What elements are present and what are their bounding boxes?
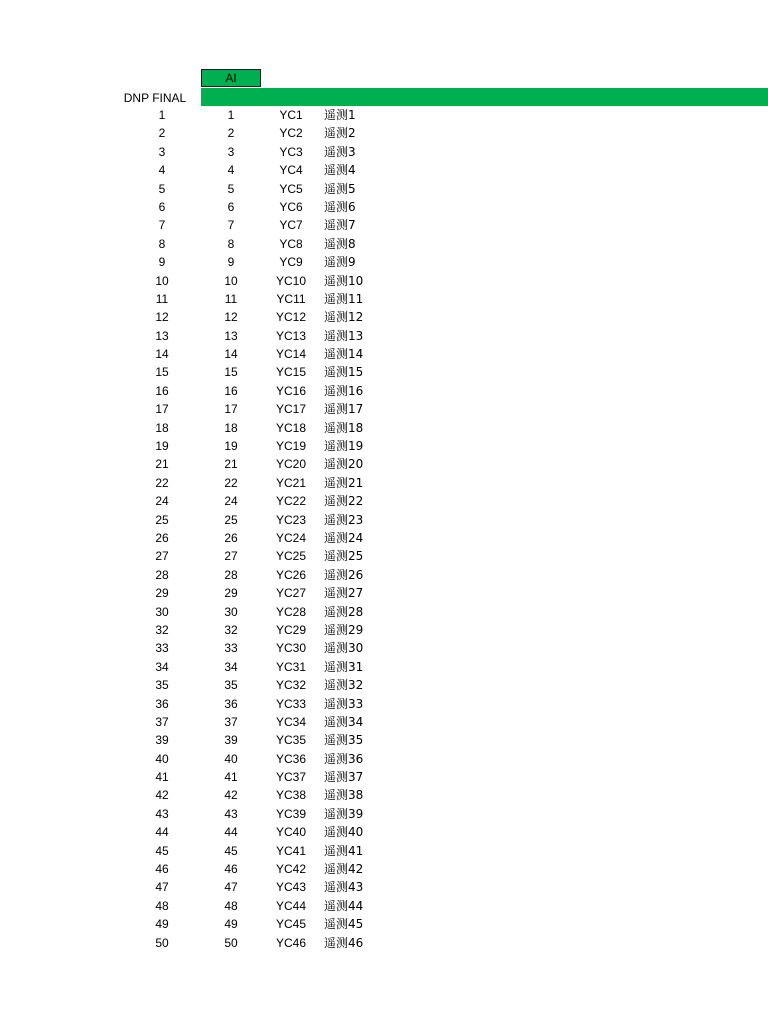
ai-cell[interactable]: 46 [224, 862, 238, 877]
dnp-cell[interactable]: 1 [158, 108, 166, 122]
table-row [0, 547, 768, 565]
name-cell[interactable]: 遥测12 [324, 310, 364, 325]
ai-cell[interactable]: 21 [224, 457, 238, 472]
yc-cell[interactable]: YC42 [275, 862, 307, 877]
table-row [0, 713, 768, 731]
data-rows [0, 106, 768, 952]
ai-cell[interactable]: 41 [224, 770, 238, 785]
yc-cell[interactable]: YC3 [279, 144, 303, 159]
table-row [0, 327, 768, 345]
ai-cell[interactable]: 16 [224, 383, 238, 398]
table-row [0, 253, 768, 271]
dnp-cell[interactable]: 25 [155, 512, 169, 527]
dnp-cell[interactable]: 15 [155, 365, 169, 380]
yc-cell[interactable]: YC46 [275, 935, 307, 950]
ai-cell[interactable]: 34 [224, 659, 238, 674]
name-cell[interactable]: 遥测30 [324, 641, 364, 656]
ai-cell[interactable]: 19 [224, 439, 238, 454]
table-row [0, 823, 768, 841]
yc-cell[interactable]: YC35 [275, 733, 307, 748]
ai-cell[interactable]: 18 [224, 420, 238, 435]
table-row [0, 695, 768, 713]
ai-cell[interactable]: 42 [224, 788, 238, 803]
yc-cell[interactable]: YC22 [275, 494, 307, 509]
table-row [0, 676, 768, 694]
name-cell[interactable]: 遥测31 [324, 659, 364, 674]
yc-cell[interactable]: YC38 [275, 788, 307, 803]
table-row [0, 345, 768, 363]
ai-cell[interactable]: 2 [227, 126, 235, 141]
yc-cell[interactable]: YC41 [275, 843, 307, 858]
ai-cell[interactable]: 43 [224, 806, 238, 821]
dnp-cell[interactable]: 6 [158, 199, 166, 214]
dnp-cell[interactable]: 3 [158, 144, 166, 159]
table-row [0, 786, 768, 804]
table-row [0, 768, 768, 786]
name-cell[interactable]: 遥测16 [324, 383, 364, 398]
ai-cell[interactable]: 47 [224, 880, 238, 895]
table-row [0, 308, 768, 326]
table-row [0, 897, 768, 915]
table-row [0, 584, 768, 602]
table-row [0, 915, 768, 933]
yc-cell[interactable]: YC15 [275, 365, 307, 380]
ai-cell[interactable]: 7 [227, 218, 235, 233]
name-cell[interactable]: 遥测22 [324, 494, 364, 509]
table-row [0, 106, 768, 124]
name-cell[interactable]: 遥测39 [324, 806, 364, 821]
dnp-cell[interactable]: 36 [155, 696, 169, 711]
name-cell[interactable]: 遥测44 [324, 898, 364, 913]
ai-cell[interactable]: 28 [224, 567, 238, 582]
table-row [0, 382, 768, 400]
yc-cell[interactable]: YC40 [275, 825, 307, 840]
yc-cell[interactable]: YC30 [275, 641, 307, 656]
table-row [0, 566, 768, 584]
name-cell[interactable]: 遥测20 [324, 457, 364, 472]
dnp-cell[interactable]: 5 [158, 181, 166, 196]
dnp-cell[interactable]: 4 [158, 163, 166, 178]
yc-cell[interactable]: YC24 [275, 530, 307, 545]
ai-cell[interactable]: 29 [224, 586, 238, 601]
name-cell[interactable]: 遥测43 [324, 880, 364, 895]
dnp-cell[interactable]: 16 [155, 383, 169, 398]
yc-cell[interactable]: YC32 [275, 678, 307, 693]
yc-cell[interactable]: YC44 [275, 898, 307, 913]
yc-cell[interactable]: YC8 [279, 236, 303, 251]
name-cell[interactable]: 遥测7 [324, 218, 356, 233]
dnp-cell[interactable]: 48 [155, 898, 169, 913]
name-cell[interactable]: 遥测34 [324, 714, 364, 729]
yc-cell[interactable]: YC26 [275, 567, 307, 582]
dnp-cell[interactable]: 45 [155, 843, 169, 858]
ai-cell[interactable]: 24 [224, 494, 238, 509]
dnp-cell[interactable]: 29 [155, 586, 169, 601]
name-cell[interactable]: 遥测14 [324, 347, 364, 362]
table-row [0, 161, 768, 179]
name-cell[interactable]: 遥测29 [324, 622, 364, 637]
yc-cell[interactable]: YC13 [275, 328, 307, 343]
dnp-cell[interactable]: 22 [155, 475, 169, 490]
table-row [0, 198, 768, 216]
ai-cell[interactable]: 1 [227, 108, 235, 122]
name-cell[interactable]: 遥测11 [324, 291, 364, 306]
ai-cell[interactable]: 22 [224, 475, 238, 490]
table-row [0, 124, 768, 142]
dnp-cell[interactable]: 24 [155, 494, 169, 509]
table-row [0, 216, 768, 234]
ai-cell[interactable]: 14 [224, 347, 238, 362]
yc-cell[interactable]: YC28 [275, 604, 307, 619]
yc-cell[interactable]: YC36 [275, 751, 307, 766]
yc-cell[interactable]: YC29 [275, 622, 307, 637]
dnp-cell[interactable]: 12 [155, 310, 169, 325]
name-cell[interactable]: 遥测33 [324, 696, 364, 711]
name-cell[interactable]: 遥测3 [324, 144, 356, 159]
table-row [0, 529, 768, 547]
yc-cell[interactable]: YC45 [275, 917, 307, 932]
name-cell[interactable]: 遥测1 [324, 108, 356, 122]
yc-cell[interactable]: YC25 [275, 549, 307, 564]
ai-cell[interactable]: 10 [224, 273, 238, 288]
name-cell[interactable]: 遥测18 [324, 420, 364, 435]
table-row [0, 934, 768, 952]
table-row [0, 731, 768, 749]
yc-cell[interactable]: YC34 [275, 714, 307, 729]
dnp-cell[interactable]: 17 [155, 402, 169, 417]
yc-cell[interactable]: YC12 [275, 310, 307, 325]
dnp-cell[interactable]: 40 [155, 751, 169, 766]
ai-cell[interactable]: 26 [224, 530, 238, 545]
table-row [0, 511, 768, 529]
dnp-cell[interactable]: 50 [155, 935, 169, 950]
table-row [0, 290, 768, 308]
name-cell[interactable]: 遥测9 [324, 255, 356, 270]
ai-cell[interactable]: 36 [224, 696, 238, 711]
yc-cell[interactable]: YC43 [275, 880, 307, 895]
table-row [0, 400, 768, 418]
ai-cell[interactable]: 6 [227, 199, 235, 214]
ai-cell[interactable]: 48 [224, 898, 238, 913]
name-cell[interactable]: 遥测8 [324, 236, 356, 251]
ai-cell[interactable]: 5 [227, 181, 235, 196]
header-band [201, 88, 768, 106]
yc-cell[interactable]: YC19 [275, 439, 307, 454]
yc-cell[interactable]: YC6 [279, 199, 303, 214]
ai-column-header[interactable]: AI [201, 69, 261, 87]
dnp-cell[interactable]: 34 [155, 659, 169, 674]
yc-cell[interactable]: YC10 [275, 273, 307, 288]
dnp-cell[interactable]: 28 [155, 567, 169, 582]
table-row [0, 180, 768, 198]
ai-cell[interactable]: 3 [227, 144, 235, 159]
dnp-cell[interactable]: 9 [158, 255, 166, 270]
ai-cell[interactable]: 27 [224, 549, 238, 564]
name-cell[interactable]: 遥测13 [324, 328, 364, 343]
yc-cell[interactable]: YC9 [279, 255, 303, 270]
name-cell[interactable]: 遥测5 [324, 181, 356, 196]
dnp-cell[interactable]: 35 [155, 678, 169, 693]
dnp-cell[interactable]: 21 [155, 457, 169, 472]
ai-cell[interactable]: 33 [224, 641, 238, 656]
table-row [0, 492, 768, 510]
yc-cell[interactable]: YC27 [275, 586, 307, 601]
dnp-cell[interactable]: 30 [155, 604, 169, 619]
dnp-cell[interactable]: 43 [155, 806, 169, 821]
yc-cell[interactable]: YC33 [275, 696, 307, 711]
table-row [0, 639, 768, 657]
name-cell[interactable]: 遥测42 [324, 862, 364, 877]
yc-cell[interactable]: YC17 [275, 402, 307, 417]
dnp-cell[interactable]: 41 [155, 770, 169, 785]
ai-cell[interactable]: 17 [224, 402, 238, 417]
dnp-cell[interactable]: 44 [155, 825, 169, 840]
name-cell[interactable]: 遥测38 [324, 788, 364, 803]
dnp-cell[interactable]: 37 [155, 714, 169, 729]
name-cell[interactable]: 遥测32 [324, 678, 364, 693]
name-cell[interactable]: 遥测37 [324, 770, 364, 785]
dnp-cell[interactable]: 13 [155, 328, 169, 343]
yc-cell[interactable]: YC4 [279, 163, 303, 178]
name-cell[interactable]: 遥测24 [324, 530, 364, 545]
table-row [0, 474, 768, 492]
yc-cell[interactable]: YC37 [275, 770, 307, 785]
ai-cell[interactable]: 8 [227, 236, 235, 251]
dnp-cell[interactable]: 18 [155, 420, 169, 435]
yc-cell[interactable]: YC14 [275, 347, 307, 362]
dnp-cell[interactable]: 14 [155, 347, 169, 362]
yc-cell[interactable]: YC18 [275, 420, 307, 435]
ai-cell[interactable]: 50 [224, 935, 238, 950]
name-cell[interactable]: 遥测26 [324, 567, 364, 582]
table-row [0, 842, 768, 860]
table-row [0, 455, 768, 473]
ai-cell[interactable]: 9 [227, 255, 235, 270]
table-row [0, 878, 768, 896]
ai-cell[interactable]: 11 [224, 291, 238, 306]
dnp-cell[interactable]: 49 [155, 917, 169, 932]
name-cell[interactable]: 遥测41 [324, 843, 364, 858]
name-cell[interactable]: 遥测10 [324, 273, 364, 288]
name-cell[interactable]: 遥测4 [324, 163, 356, 178]
yc-cell[interactable]: YC2 [279, 126, 303, 141]
ai-cell[interactable]: 45 [224, 843, 238, 858]
name-cell[interactable]: 遥测6 [324, 199, 356, 214]
dnp-cell[interactable]: 46 [155, 862, 169, 877]
table-row [0, 603, 768, 621]
table-row [0, 419, 768, 437]
dnp-cell[interactable]: 8 [158, 236, 166, 251]
yc-cell[interactable]: YC39 [275, 806, 307, 821]
table-row [0, 750, 768, 768]
ai-cell[interactable]: 32 [224, 622, 238, 637]
yc-cell[interactable]: YC23 [275, 512, 307, 527]
dnp-cell[interactable]: 2 [158, 126, 166, 141]
table-row [0, 805, 768, 823]
ai-cell[interactable]: 49 [224, 917, 238, 932]
yc-cell[interactable]: YC20 [275, 457, 307, 472]
dnp-cell[interactable]: 19 [155, 439, 169, 454]
name-cell[interactable]: 遥测15 [324, 365, 364, 380]
ai-cell[interactable]: 40 [224, 751, 238, 766]
dnp-final-label: DNP FINAL [123, 91, 187, 105]
ai-cell[interactable]: 44 [224, 825, 238, 840]
dnp-cell[interactable]: 33 [155, 641, 169, 656]
yc-cell[interactable]: YC1 [279, 108, 303, 122]
table-row [0, 658, 768, 676]
table-row [0, 363, 768, 381]
ai-cell[interactable]: 35 [224, 678, 238, 693]
yc-cell[interactable]: YC16 [275, 383, 307, 398]
ai-cell[interactable]: 15 [224, 365, 238, 380]
name-cell[interactable]: 遥测23 [324, 512, 364, 527]
ai-cell[interactable]: 12 [224, 310, 238, 325]
ai-cell[interactable]: 39 [224, 733, 238, 748]
name-cell[interactable]: 遥测19 [324, 439, 364, 454]
table-row [0, 860, 768, 878]
dnp-cell[interactable]: 10 [155, 273, 169, 288]
yc-cell[interactable]: YC5 [279, 181, 303, 196]
name-cell[interactable]: 遥测27 [324, 586, 364, 601]
ai-cell[interactable]: 4 [227, 163, 235, 178]
ai-cell[interactable]: 30 [224, 604, 238, 619]
dnp-cell[interactable]: 27 [155, 549, 169, 564]
yc-cell[interactable]: YC11 [276, 291, 306, 306]
yc-cell[interactable]: YC7 [279, 218, 303, 233]
name-cell[interactable]: 遥测35 [324, 733, 364, 748]
name-cell[interactable]: 遥测45 [324, 917, 364, 932]
ai-cell[interactable]: 37 [224, 714, 238, 729]
yc-cell[interactable]: YC31 [275, 659, 307, 674]
table-row [0, 621, 768, 639]
name-cell[interactable]: 遥测36 [324, 751, 364, 766]
table-row [0, 437, 768, 455]
table-row [0, 272, 768, 290]
name-cell[interactable]: 遥测46 [324, 935, 364, 950]
ai-cell[interactable]: 25 [224, 512, 238, 527]
name-cell[interactable]: 遥测28 [324, 604, 364, 619]
yc-cell[interactable]: YC21 [275, 475, 307, 490]
dnp-cell[interactable]: 39 [155, 733, 169, 748]
table-row [0, 143, 768, 161]
name-cell[interactable]: 遥测25 [324, 549, 364, 564]
name-cell[interactable]: 遥测17 [324, 402, 364, 417]
dnp-cell[interactable]: 32 [155, 622, 169, 637]
name-cell[interactable]: 遥测40 [324, 825, 364, 840]
ai-cell[interactable]: 13 [224, 328, 238, 343]
name-cell[interactable]: 遥测21 [324, 475, 364, 490]
table-row [0, 235, 768, 253]
name-cell[interactable]: 遥测2 [324, 126, 356, 141]
dnp-cell[interactable]: 26 [155, 530, 169, 545]
dnp-cell[interactable]: 7 [158, 218, 166, 233]
dnp-cell[interactable]: 47 [155, 880, 169, 895]
dnp-cell[interactable]: 11 [155, 291, 169, 306]
dnp-cell[interactable]: 42 [155, 788, 169, 803]
